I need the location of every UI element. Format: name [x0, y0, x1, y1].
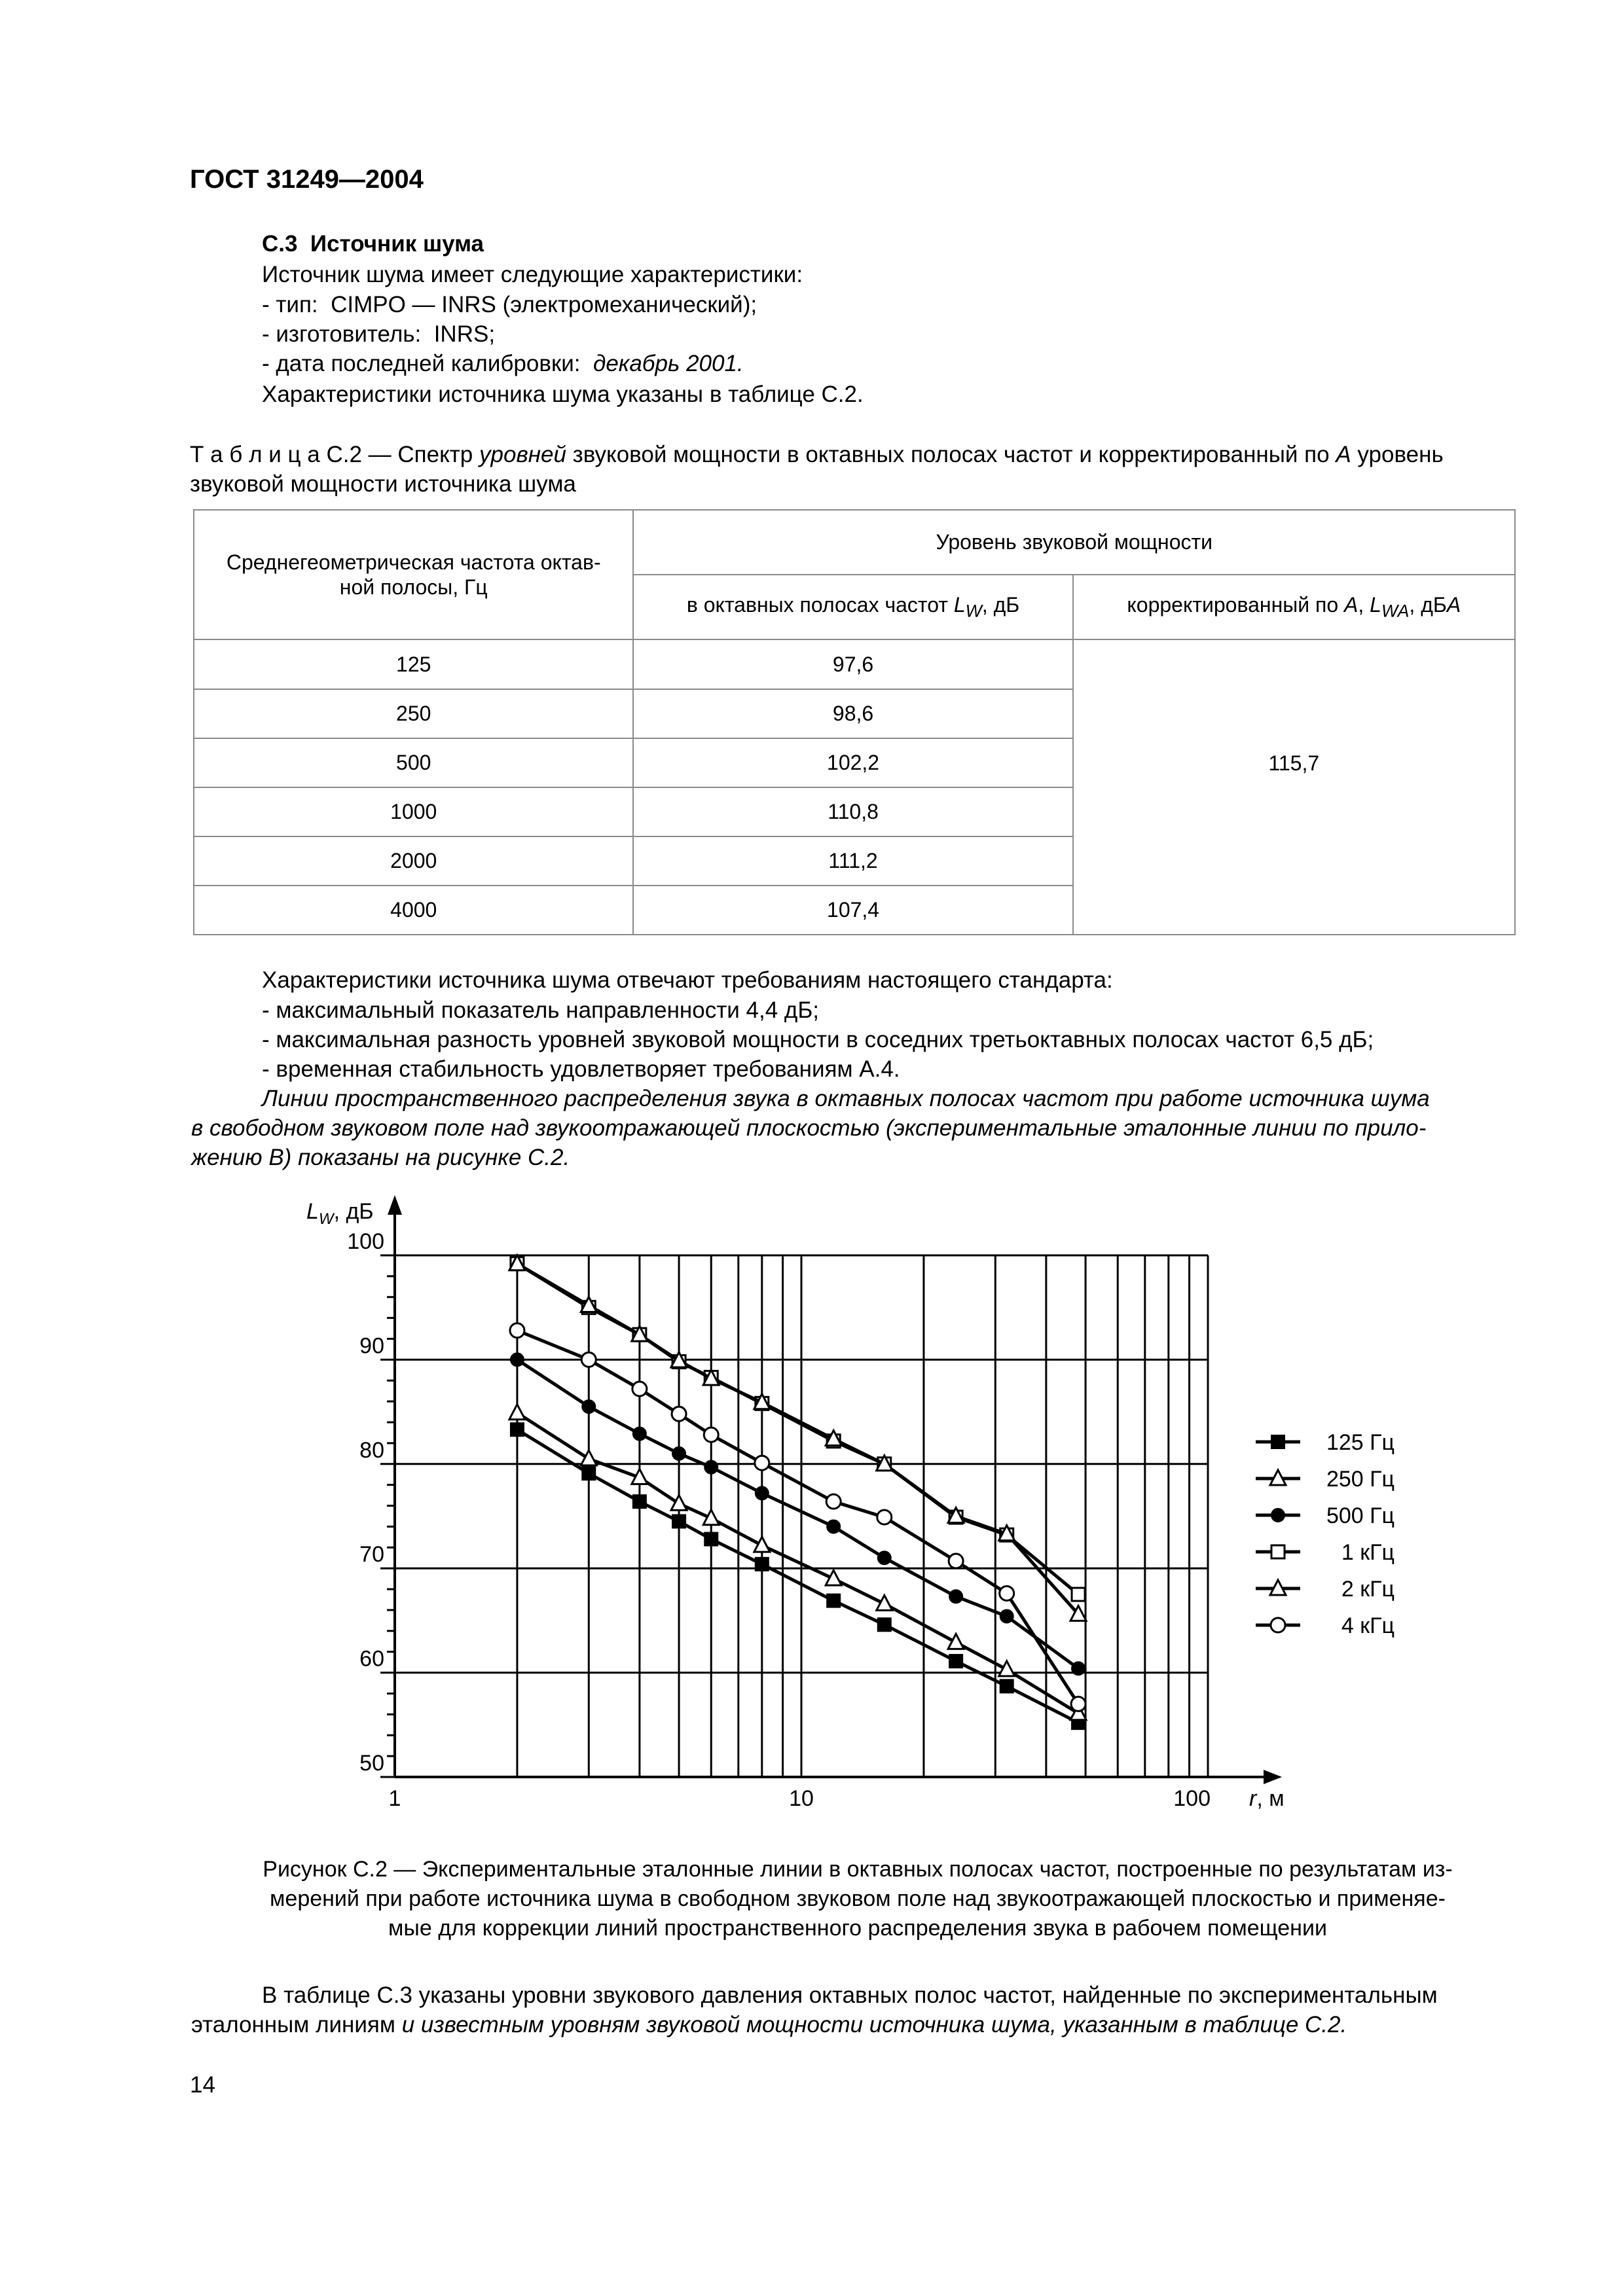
data-point	[827, 1594, 840, 1607]
data-point	[1000, 1679, 1013, 1693]
data-point	[948, 1634, 964, 1649]
data-point	[511, 1353, 524, 1366]
data-point	[672, 1407, 686, 1421]
table-caption-b: звуковой мощности в октавных полосах частот и корректированный по	[572, 442, 1330, 467]
chart-series	[509, 1255, 1086, 1729]
data-point	[1072, 1588, 1085, 1601]
final-paragraph-italic: и известным уровням звуковой мощности источника шума, указанным в таблице С.2.	[401, 2012, 1347, 2037]
requirement-item: - максимальная разность уровней звуковой мощности в соседних третьоктавных полосах частот 6,5 дБ;	[262, 1027, 1374, 1052]
final-paragraph-line: В таблице С.3 указаны уровни звукового давления октавных полос частот, найденные по экспериментальным	[262, 1982, 1438, 2008]
data-point	[511, 1423, 524, 1436]
legend-label: 4 кГц	[1341, 1613, 1395, 1638]
data-point	[510, 1323, 524, 1338]
data-point	[671, 1495, 687, 1510]
data-point	[878, 1618, 891, 1631]
table-caption-c: уровень	[1357, 442, 1444, 467]
table-cell-lw: 102,2	[633, 738, 1072, 787]
data-point	[949, 1655, 962, 1668]
legend-marker	[1271, 1545, 1285, 1558]
requirement-item: - временная стабильность удовлетворяет требованиям А.4.	[262, 1056, 900, 1082]
data-point	[633, 1427, 646, 1441]
col3-A: А	[1344, 592, 1359, 617]
item-label: - изготовитель:	[262, 321, 422, 347]
col1-header-line2: ной полосы, Гц	[339, 575, 488, 599]
item-label: - дата последней калибровки:	[262, 351, 581, 376]
table-cell-freq: 4000	[194, 886, 633, 935]
data-point	[1000, 1610, 1013, 1623]
document-header: ГОСТ 31249—2004	[190, 165, 424, 194]
legend-label: 500 Гц	[1326, 1503, 1395, 1528]
series-line	[517, 1429, 1078, 1723]
figure-caption-line: Рисунок С.2 — Экспериментальные эталонные линии в октавных полосах частот, построенные по результатам из-	[263, 1857, 1453, 1882]
col2-symbol: L	[953, 592, 966, 617]
chart-legend	[1256, 1430, 1395, 1638]
italic-paragraph-line: жению В) показаны на рисунке С.2.	[191, 1145, 570, 1170]
data-point	[704, 1533, 718, 1546]
data-point	[1072, 1662, 1085, 1675]
legend-marker	[1271, 1435, 1285, 1448]
section-intro: Источник шума имеет следующие характеристики:	[262, 262, 803, 287]
table-cell-freq: 125	[194, 639, 633, 689]
y-tick-label: 90	[359, 1333, 384, 1359]
requirements-intro: Характеристики источника шума отвечают требованиям настоящего стандарта:	[262, 967, 1113, 993]
figure-caption-line: мые для коррекции линий пространственного распределения звука в рабочем помещении	[388, 1916, 1327, 1941]
table-caption-a: С.2 — Спектр	[326, 442, 473, 467]
data-point	[756, 1486, 769, 1499]
item-value: CIMPO — INRS (электромеханический);	[331, 292, 757, 317]
data-point	[755, 1456, 769, 1470]
data-point	[582, 1400, 595, 1413]
y-axis-label: $L_W$, дБ	[306, 1199, 374, 1228]
figure-caption	[190, 1855, 1525, 1943]
data-point	[509, 1405, 525, 1420]
data-point	[704, 1427, 718, 1442]
legend-label: 250 Гц	[1326, 1467, 1395, 1492]
table-caption-A: А	[1336, 442, 1351, 467]
data-point	[827, 1520, 840, 1533]
item-value: INRS;	[433, 321, 496, 347]
y-tick-label: 100	[347, 1229, 384, 1254]
table-cell-lw: 98,6	[633, 689, 1072, 738]
page-number: 14	[190, 2072, 215, 2098]
table-cell-freq: 500	[194, 738, 633, 787]
section-title: Источник шума	[310, 231, 484, 257]
y-tick-label: 80	[359, 1437, 384, 1463]
data-point	[582, 1467, 595, 1480]
data-point	[632, 1382, 647, 1396]
data-point	[878, 1551, 891, 1564]
col1-header-line1: Среднегеометрическая частота октав-	[226, 550, 601, 574]
table-cell-freq: 250	[194, 689, 633, 738]
table-cell-corrected: 115,7	[1073, 639, 1515, 935]
col2-subscript: W	[965, 601, 982, 621]
data-point	[754, 1537, 770, 1552]
group-header: Уровень звуковой мощности	[633, 510, 1515, 575]
table-caption-lead: Т а б л и ц а	[190, 442, 320, 467]
italic-paragraph-line: в свободном звуковом поле над звукоотражающей плоскостью (экспериментальные эталонные линии по прило-	[191, 1115, 1427, 1141]
x-tick-label: 10	[789, 1786, 814, 1811]
data-point	[1071, 1696, 1085, 1711]
x-tick-label: 100	[1173, 1786, 1211, 1811]
figure-caption-line: мерений при работе источника шума в свободном звуковом поле над звукоотражающей плоскостью и применяе-	[270, 1886, 1446, 1911]
y-axis-arrow	[388, 1195, 402, 1215]
col2-header-text: в октавных полосах частот	[686, 592, 948, 617]
data-point	[672, 1447, 685, 1460]
data-point	[877, 1510, 892, 1524]
legend-label: 1 кГц	[1341, 1540, 1395, 1565]
table-cell-freq: 1000	[194, 787, 633, 836]
table-cell-freq: 2000	[194, 836, 633, 886]
section-closing: Характеристики источника шума указаны в таблице С.2.	[262, 382, 864, 407]
table-cell-lw: 97,6	[633, 639, 1072, 689]
legend-marker	[1271, 1618, 1285, 1632]
data-point	[999, 1661, 1015, 1676]
col3-symbol: L	[1370, 592, 1381, 617]
y-tick-label: 70	[359, 1542, 384, 1568]
data-point	[949, 1590, 962, 1603]
series-line	[517, 1413, 1078, 1713]
y-tick-label: 60	[359, 1646, 384, 1672]
section-number: С.3	[262, 231, 298, 257]
legend-label: 125 Гц	[1326, 1430, 1395, 1455]
series-line	[517, 1331, 1078, 1704]
data-point	[581, 1450, 596, 1465]
italic-paragraph-line: Линии пространственного распределения звука в октавных полосах частот при работе источника шума	[262, 1086, 1430, 1111]
legend-label: 2 кГц	[1341, 1577, 1395, 1602]
col2-unit: , дБ	[981, 592, 1020, 617]
data-point	[1000, 1586, 1014, 1600]
data-point	[672, 1515, 685, 1528]
data-point	[949, 1554, 963, 1568]
final-paragraph-plain: эталонным линиям	[191, 2012, 395, 2037]
table-cell-lw: 111,2	[633, 836, 1072, 886]
x-tick-label: 1	[388, 1786, 401, 1811]
col3-header: корректированный по А, $L_{WA}$, дБА	[1073, 575, 1515, 639]
col3-unit: , дБ	[1409, 592, 1447, 617]
x-axis-label: r, м	[1249, 1786, 1285, 1811]
final-paragraph-line2	[191, 2010, 1347, 2039]
series-line	[517, 1359, 1078, 1668]
table-caption-italic: уровней	[479, 442, 566, 467]
data-point	[704, 1461, 718, 1474]
item-value: декабрь 2001.	[593, 351, 744, 376]
col3-unitA: А	[1446, 592, 1461, 617]
col3-header-text: корректированный по	[1127, 592, 1339, 617]
data-point	[581, 1352, 596, 1367]
col3-subscript: WA	[1381, 601, 1410, 621]
x-axis-arrow	[1264, 1770, 1282, 1784]
requirement-item: - максимальный показатель направленности 4,4 дБ;	[262, 997, 820, 1023]
table-cell-lw: 107,4	[633, 886, 1072, 935]
legend-marker	[1271, 1509, 1285, 1522]
table-cell-lw: 110,8	[633, 787, 1072, 836]
data-point	[756, 1558, 769, 1571]
data-point	[826, 1494, 841, 1509]
table-caption-line2: звуковой мощности источника шума	[190, 471, 576, 497]
chart-axes	[306, 1195, 1285, 1811]
item-label: - тип:	[262, 292, 318, 317]
y-tick-label: 50	[359, 1751, 384, 1776]
data-point	[633, 1495, 646, 1508]
